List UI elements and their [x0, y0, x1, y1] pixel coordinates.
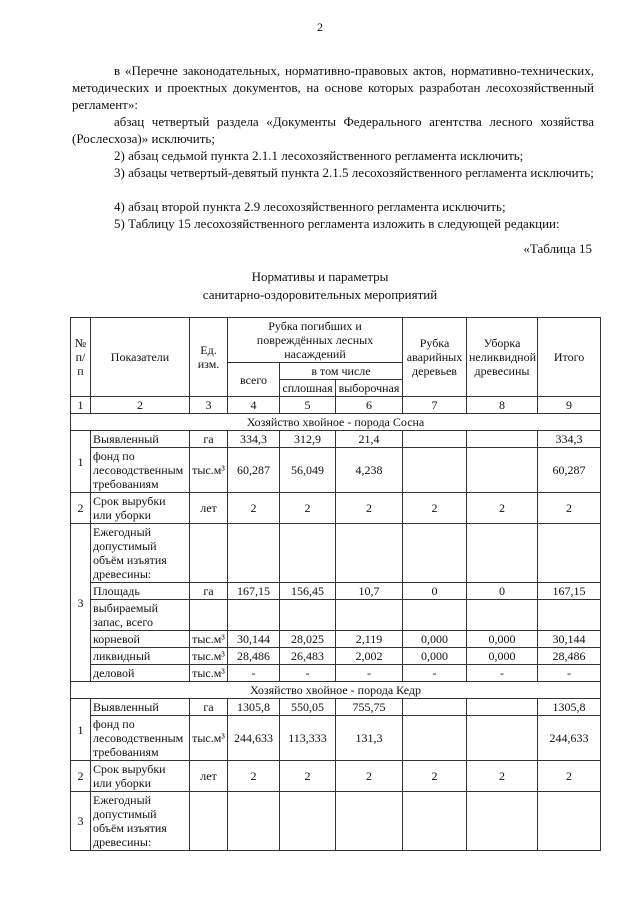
row-unit: тыс.м³	[190, 648, 228, 665]
section-title: Хозяйство хвойное - порода Сосна	[71, 414, 601, 431]
table-row	[71, 431, 601, 448]
row-num: 3	[71, 524, 91, 682]
col-number: 9	[538, 397, 601, 414]
col-number: 1	[71, 397, 91, 414]
section-row-cedar	[71, 682, 601, 699]
cell: 0	[467, 583, 538, 600]
row-label: Срок вырубки или уборки	[91, 761, 190, 792]
col-number: 8	[467, 397, 538, 414]
row-label: ликвидный	[91, 648, 190, 665]
cell: 2	[336, 761, 403, 792]
paragraph-6: 5) Таблицу 15 лесохозяйственного регламента изложить в следующей редакции:	[114, 216, 560, 231]
cell: 30,144	[228, 631, 280, 648]
col-number: 2	[91, 397, 190, 414]
cell: 244,633	[538, 716, 601, 761]
cell: 2	[538, 493, 601, 524]
cell: -	[538, 665, 601, 682]
row-num: 1	[71, 699, 91, 761]
row-num: 3	[71, 792, 91, 851]
header-total: всего	[228, 363, 280, 397]
row-label: Выявленный	[91, 699, 190, 716]
header-felling: Рубка погибших и повреждённых лесных насаждений	[228, 318, 403, 363]
cell: 28,486	[228, 648, 280, 665]
paragraph-4: 3) абзацы четвертый-девятый пункта 2.1.5 лесохозяйственного регламента исключить;	[114, 165, 594, 180]
cell: 0,000	[467, 631, 538, 648]
cell: 26,483	[280, 648, 336, 665]
cell: 113,333	[280, 716, 336, 761]
column-numbers-row	[71, 397, 601, 414]
cell: 244,633	[228, 716, 280, 761]
cell: 0,000	[467, 648, 538, 665]
cell: 0	[403, 583, 467, 600]
cell	[403, 431, 467, 448]
cell	[403, 716, 467, 761]
col-number: 7	[403, 397, 467, 414]
cell: 0,000	[403, 631, 467, 648]
cell: -	[280, 665, 336, 682]
cell: 2	[467, 761, 538, 792]
cell	[467, 699, 538, 716]
row-unit: га	[190, 431, 228, 448]
cell	[403, 448, 467, 493]
cell: 0,000	[403, 648, 467, 665]
norms-table	[70, 317, 601, 851]
row-unit: тыс.м³	[190, 631, 228, 648]
header-solid: сплошная	[280, 380, 336, 397]
row-num: 2	[71, 493, 91, 524]
section-title: Хозяйство хвойное - порода Кедр	[71, 682, 601, 699]
paragraph-2: абзац четвертый раздела «Документы Федерального агентства лесного хозяйства (Рослесхоза)» исключить;	[72, 114, 594, 146]
cell: 2,002	[336, 648, 403, 665]
cell	[403, 699, 467, 716]
row-num: 1	[71, 431, 91, 493]
row-label: Площадь	[91, 583, 190, 600]
cell: -	[228, 665, 280, 682]
cell	[467, 431, 538, 448]
col-number: 3	[190, 397, 228, 414]
paragraph-1: в «Перечне законодательных, нормативно-правовых актов, нормативно-технических, методических и проектных документов, на основе которых разработан лесохозяйственный регламент»:	[72, 63, 594, 112]
row-unit: тыс.м³	[190, 665, 228, 682]
row-unit: лет	[190, 493, 228, 524]
row-label: Ежегодный допустимый объём изъятия древесины:	[91, 792, 190, 851]
header-indicators: Показатели	[91, 318, 190, 397]
table-row	[71, 792, 601, 851]
cell: 28,486	[538, 648, 601, 665]
row-label: выбираемый запас, всего	[91, 600, 190, 631]
cell: 167,15	[538, 583, 601, 600]
row-label: деловой	[91, 665, 190, 682]
header-incl: в том числе	[280, 363, 403, 380]
table-title-line1: Нормативы и параметры	[251, 269, 389, 284]
cell	[467, 448, 538, 493]
header-itogo: Итого	[538, 318, 601, 397]
section-row-pine	[71, 414, 601, 431]
cell: 56,049	[280, 448, 336, 493]
row-unit: тыс.м³	[190, 716, 228, 761]
header-row	[71, 318, 601, 363]
row-label: Ежегодный допустимый объём изъятия древесины:	[91, 524, 190, 583]
table-row	[71, 524, 601, 583]
row-unit: лет	[190, 761, 228, 792]
table-row	[71, 761, 601, 792]
table-caption: «Таблица 15	[523, 241, 592, 256]
col-number: 5	[280, 397, 336, 414]
table-row	[71, 631, 601, 648]
cell: 755,75	[336, 699, 403, 716]
header-selective: выборочная	[336, 380, 403, 397]
cell: 131,3	[336, 716, 403, 761]
cell: 156,45	[280, 583, 336, 600]
cell: 312,9	[280, 431, 336, 448]
cell	[467, 716, 538, 761]
cell: 334,3	[228, 431, 280, 448]
cell: 2	[403, 493, 467, 524]
table-row	[71, 699, 601, 716]
cell: 30,144	[538, 631, 601, 648]
table-row	[71, 716, 601, 761]
cell: 21,4	[336, 431, 403, 448]
paragraph-3: 2) абзац седьмой пункта 2.1.1 лесохозяйственного регламента исключить;	[114, 148, 524, 163]
header-emergency: Рубка аварийных деревьев	[403, 318, 467, 397]
paragraph-5: 4) абзац второй пункта 2.9 лесохозяйственного регламента исключить;	[114, 199, 506, 214]
table-row	[71, 648, 601, 665]
row-unit: га	[190, 699, 228, 716]
cell: 1305,8	[228, 699, 280, 716]
cell: -	[403, 665, 467, 682]
table-row	[71, 583, 601, 600]
cell: 1305,8	[538, 699, 601, 716]
cell: 28,025	[280, 631, 336, 648]
cell: 334,3	[538, 431, 601, 448]
cell: 2	[403, 761, 467, 792]
header-unit: Ед. изм.	[190, 318, 228, 397]
cell: 2	[228, 761, 280, 792]
row-label: корневой	[91, 631, 190, 648]
header-cleanup: Уборка неликвидной древесины	[467, 318, 538, 397]
cell: 2	[467, 493, 538, 524]
row-label: фонд по лесоводственным требованиям	[91, 448, 190, 493]
row-unit: га	[190, 583, 228, 600]
table-title-line2: санитарно-оздоровительных мероприятий	[202, 287, 438, 302]
cell: 2	[280, 493, 336, 524]
row-label: фонд по лесоводственным требованиям	[91, 716, 190, 761]
cell: 2	[336, 493, 403, 524]
row-num: 2	[71, 761, 91, 792]
row-unit: тыс.м³	[190, 448, 228, 493]
cell: 2	[280, 761, 336, 792]
page-number: 2	[317, 20, 323, 34]
cell: 4,238	[336, 448, 403, 493]
cell: 60,287	[228, 448, 280, 493]
table-row	[71, 493, 601, 524]
cell: -	[467, 665, 538, 682]
cell: -	[336, 665, 403, 682]
cell: 10,7	[336, 583, 403, 600]
cell: 167,15	[228, 583, 280, 600]
table-row	[71, 448, 601, 493]
cell: 60,287	[538, 448, 601, 493]
cell: 550,05	[280, 699, 336, 716]
cell: 2	[228, 493, 280, 524]
header-num: № п/п	[71, 318, 91, 397]
row-label: Срок вырубки или уборки	[91, 493, 190, 524]
row-label: Выявленный	[91, 431, 190, 448]
table-row	[71, 665, 601, 682]
col-number: 4	[228, 397, 280, 414]
cell: 2,119	[336, 631, 403, 648]
table-row	[71, 600, 601, 631]
col-number: 6	[336, 397, 403, 414]
table-title	[0, 268, 640, 304]
cell: 2	[538, 761, 601, 792]
